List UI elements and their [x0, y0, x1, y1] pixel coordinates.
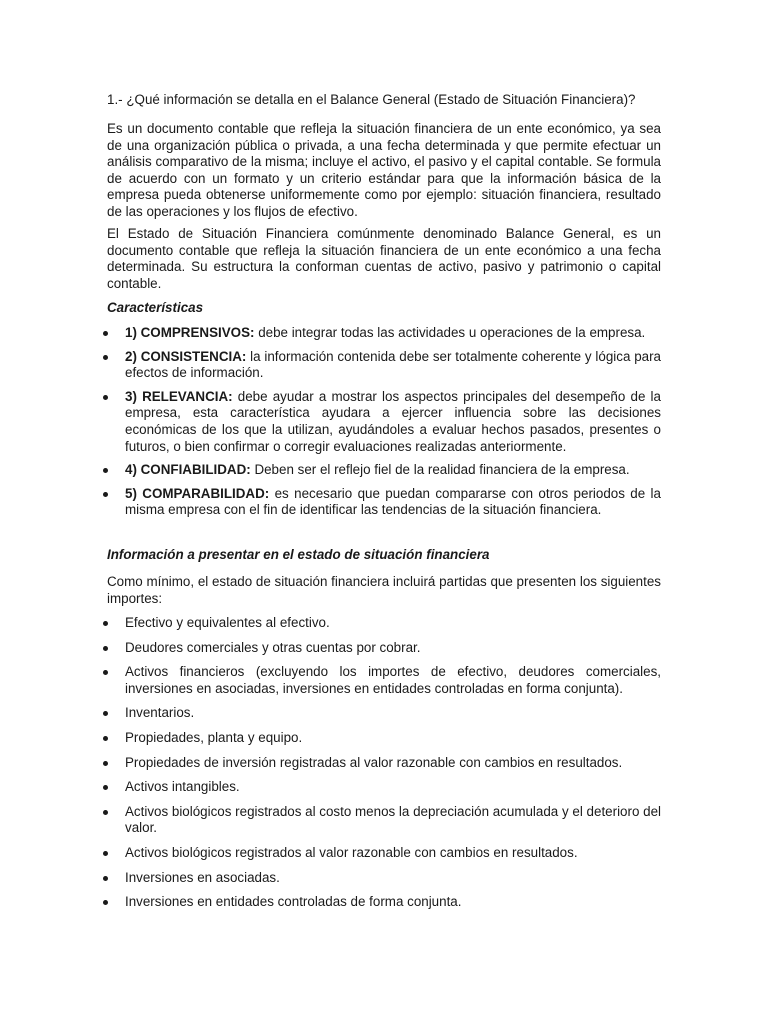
list-item: Inversiones en asociadas. [107, 870, 661, 887]
list-item [107, 462, 661, 479]
question-title: 1.- ¿Qué información se detalla en el Balance General (Estado de Situación Financiera)? [107, 92, 636, 107]
bullet-icon [103, 621, 108, 626]
term-label: 1) COMPRENSIVOS: [125, 325, 255, 340]
bullet-icon [103, 492, 108, 497]
list-item [107, 325, 661, 342]
list-item: Activos intangibles. [107, 779, 661, 796]
bullet-icon [103, 468, 108, 473]
paragraph-definition: Es un documento contable que refleja la situación financiera de un ente económico, ya sea de una organización pública o privada, a una fecha determinada y que permite efectuar un análisis comparativo de la misma; incluye el activo, el pasivo y el capital contable. Se formula de acuerdo con un formato y un criterio estándar para que la información básica de la empresa pueda obtenerse uniformemente como por ejemplo: situación financiera, resultado de las operaciones y los flujos de efectivo. [107, 121, 661, 219]
list-item [107, 486, 661, 519]
term-text: la información contenida debe ser totalmente coherente y lógica para efectos de información. [125, 348, 662, 381]
list-item [107, 349, 661, 382]
term-label: 4) CONFIABILIDAD: [125, 462, 251, 478]
term-label: 3) RELEVANCIA: [125, 388, 233, 404]
term-text: es necesario que puedan compararse con otros periodos de la misma empresa con el fin de identificar las tendencias de la situación financiera. [125, 485, 661, 518]
bullet-icon [103, 355, 108, 360]
bullet-icon [103, 810, 108, 815]
list-item: Activos biológicos registrados al valor razonable con cambios en resultados. [107, 845, 661, 862]
list-item: Activos biológicos registrados al costo menos la depreciación acumulada y el deterioro del valor. [107, 804, 661, 837]
bullet-icon [103, 711, 108, 716]
list-item: Deudores comerciales y otras cuentas por cobrar. [107, 640, 661, 657]
bullet-icon [103, 761, 108, 766]
term-text: debe ayudar a mostrar los aspectos principales del desempeño de la empresa, esta característica ayudara a ejercer influencia sobre las decisiones económicas de los que la utilizan, ayudándoles a evaluar hechos pasados, presentes o futuros, o bien confirmar o corregir evaluaciones realizadas anteriormente. [125, 388, 661, 454]
list-item: Propiedades, planta y equipo. [107, 730, 661, 747]
list-item: Activos financieros (excluyendo los importes de efectivo, deudores comerciales, inversiones en asociadas, inversiones en entidades controladas en forma conjunta). [107, 664, 661, 697]
bullet-icon [103, 736, 108, 741]
term-text: Deben ser el reflejo fiel de la realidad financiera de la empresa. [250, 462, 630, 478]
term-label: 5) COMPARABILIDAD: [125, 485, 270, 501]
bullet-icon [103, 670, 108, 675]
caracteristicas-list [107, 325, 661, 519]
heading-informacion: Información a presentar en el estado de situación financiera [107, 547, 490, 562]
list-item: Efectivo y equivalentes al efectivo. [107, 615, 661, 632]
bullet-icon [103, 331, 108, 336]
heading-caracteristicas: Características [107, 300, 204, 315]
list-item: Propiedades de inversión registradas al valor razonable con cambios en resultados. [107, 755, 661, 772]
bullet-icon [103, 851, 108, 856]
term-text: debe integrar todas las actividades u operaciones de la empresa. [254, 325, 646, 340]
bullet-icon [103, 646, 108, 651]
importes-list [107, 615, 661, 911]
bullet-icon [103, 900, 108, 905]
list-item: Inventarios. [107, 705, 661, 722]
list-item [107, 389, 661, 455]
term-label: 2) CONSISTENCIA: [125, 348, 247, 364]
list-item: Inversiones en entidades controladas de forma conjunta. [107, 894, 661, 911]
bullet-icon [103, 876, 108, 881]
paragraph-importes-intro: Como mínimo, el estado de situación financiera incluirá partidas que presenten los siguientes importes: [107, 574, 661, 606]
bullet-icon [103, 395, 108, 400]
bullet-icon [103, 785, 108, 790]
paragraph-estado-situacion: El Estado de Situación Financiera comúnmente denominado Balance General, es un documento contable que refleja la situación financiera de un ente económico a una fecha determinada. Su estructura la conforman cuentas de activo, pasivo y patrimonio o capital contable. [107, 226, 661, 291]
